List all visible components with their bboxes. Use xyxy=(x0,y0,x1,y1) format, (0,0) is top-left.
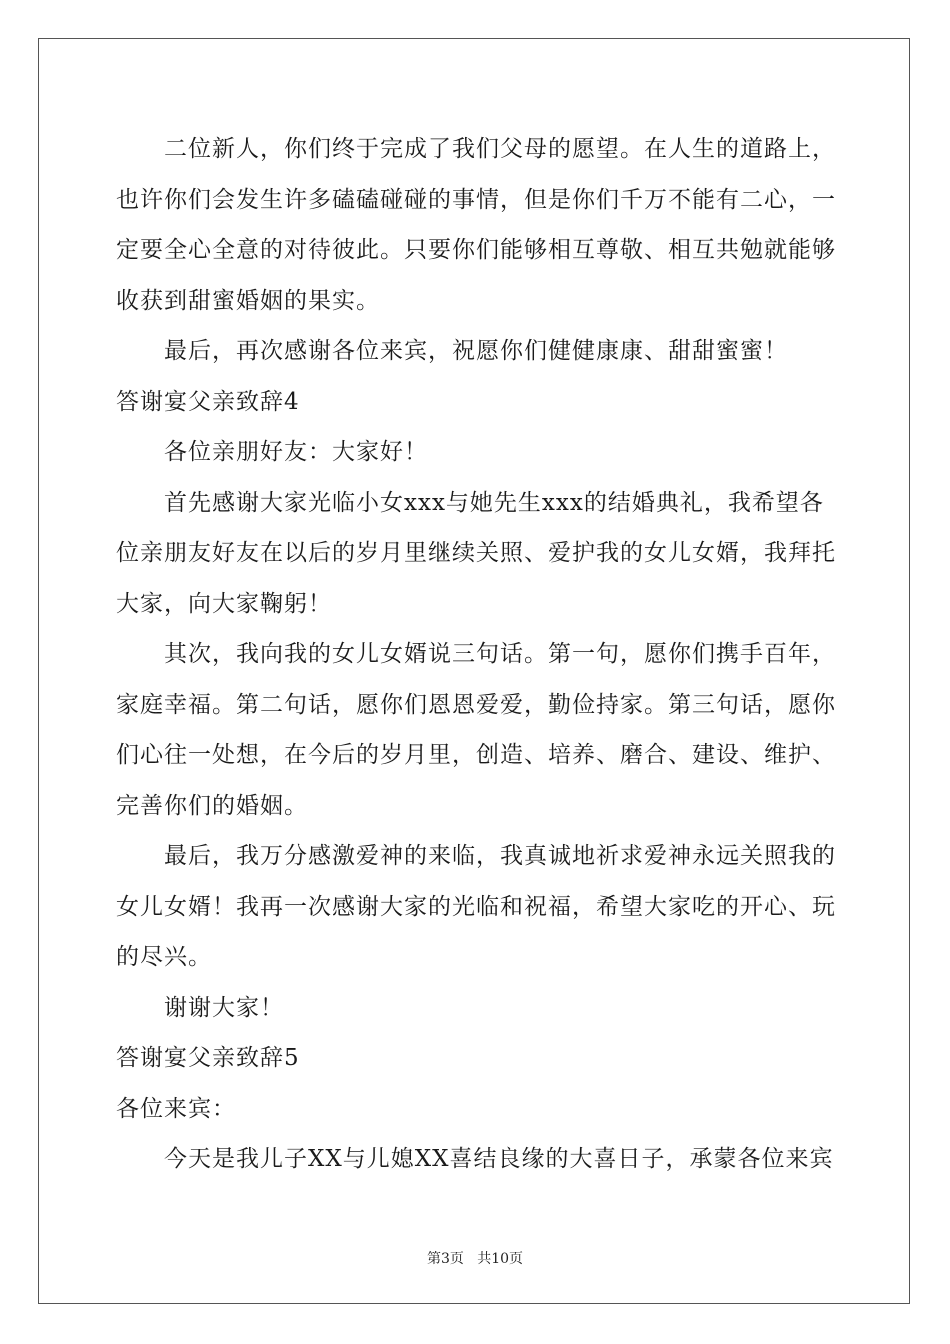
text-line: 们心往一处想，在今后的岁月里，创造、培养、磨合、建设、维护、 xyxy=(116,742,836,768)
text-line: 其次，我向我的女儿女婿说三句话。第一句，愿你们携手百年， xyxy=(164,641,836,667)
text-line: 大家，向大家鞠躬！ xyxy=(116,590,332,617)
paragraph-speech-4-thanks: 谢谢大家！ xyxy=(164,994,284,1021)
paragraph-newlyweds-advice xyxy=(116,124,836,326)
text-line: 最后，我万分感激爱神的来临，我真诚地祈求爱神永远关照我的 xyxy=(164,843,836,869)
text-line: 也许你们会发生许多磕磕碰碰的事情，但是你们千万不能有二心，一 xyxy=(116,186,836,213)
greeting-speech-5: 各位来宾： xyxy=(116,1095,236,1122)
text-line: 家庭幸福。第二句话，愿你们恩恩爱爱，勤俭持家。第三句话，愿你 xyxy=(116,691,836,718)
paragraph-closing-thanks xyxy=(116,326,836,377)
paragraph-speech-4-second xyxy=(116,629,836,831)
text-line: 女儿女婿！我再一次感谢大家的光临和祝福，希望大家吃的开心、玩 xyxy=(116,893,836,920)
text-line: 首先感谢大家光临小女xxx与她先生xxx的结婚典礼，我希望各 xyxy=(164,489,824,516)
page-number-footer: 第3页 共10页 xyxy=(426,1251,524,1267)
document-body xyxy=(116,124,836,1185)
text-line: 的尽兴。 xyxy=(116,944,212,970)
heading-speech-5: 答谢宴父亲致辞5 xyxy=(116,1045,300,1071)
greeting-speech-4: 各位亲朋好友：大家好！ xyxy=(164,439,428,465)
paragraph-speech-5-first: 今天是我儿子XX与儿媳XX喜结良缘的大喜日子，承蒙各位来宾 xyxy=(164,1146,834,1172)
text-line: 定要全心全意的对待彼此。只要你们能够相互尊敬、相互共勉就能够 xyxy=(116,237,836,263)
paragraph-speech-4-first xyxy=(116,478,836,630)
text-line: 最后，再次感谢各位来宾，祝愿你们健健康康、甜甜蜜蜜！ xyxy=(164,338,788,364)
text-line: 二位新人，你们终于完成了我们父母的愿望。在人生的道路上， xyxy=(164,136,836,162)
paragraph-speech-4-last xyxy=(116,831,836,983)
heading-speech-4: 答谢宴父亲致辞4 xyxy=(116,388,300,415)
text-line: 位亲朋友好友在以后的岁月里继续关照、爱护我的女儿女婿，我拜托 xyxy=(116,540,836,566)
text-line: 收获到甜蜜婚姻的果实。 xyxy=(116,287,380,314)
text-line: 完善你们的婚姻。 xyxy=(116,792,308,819)
